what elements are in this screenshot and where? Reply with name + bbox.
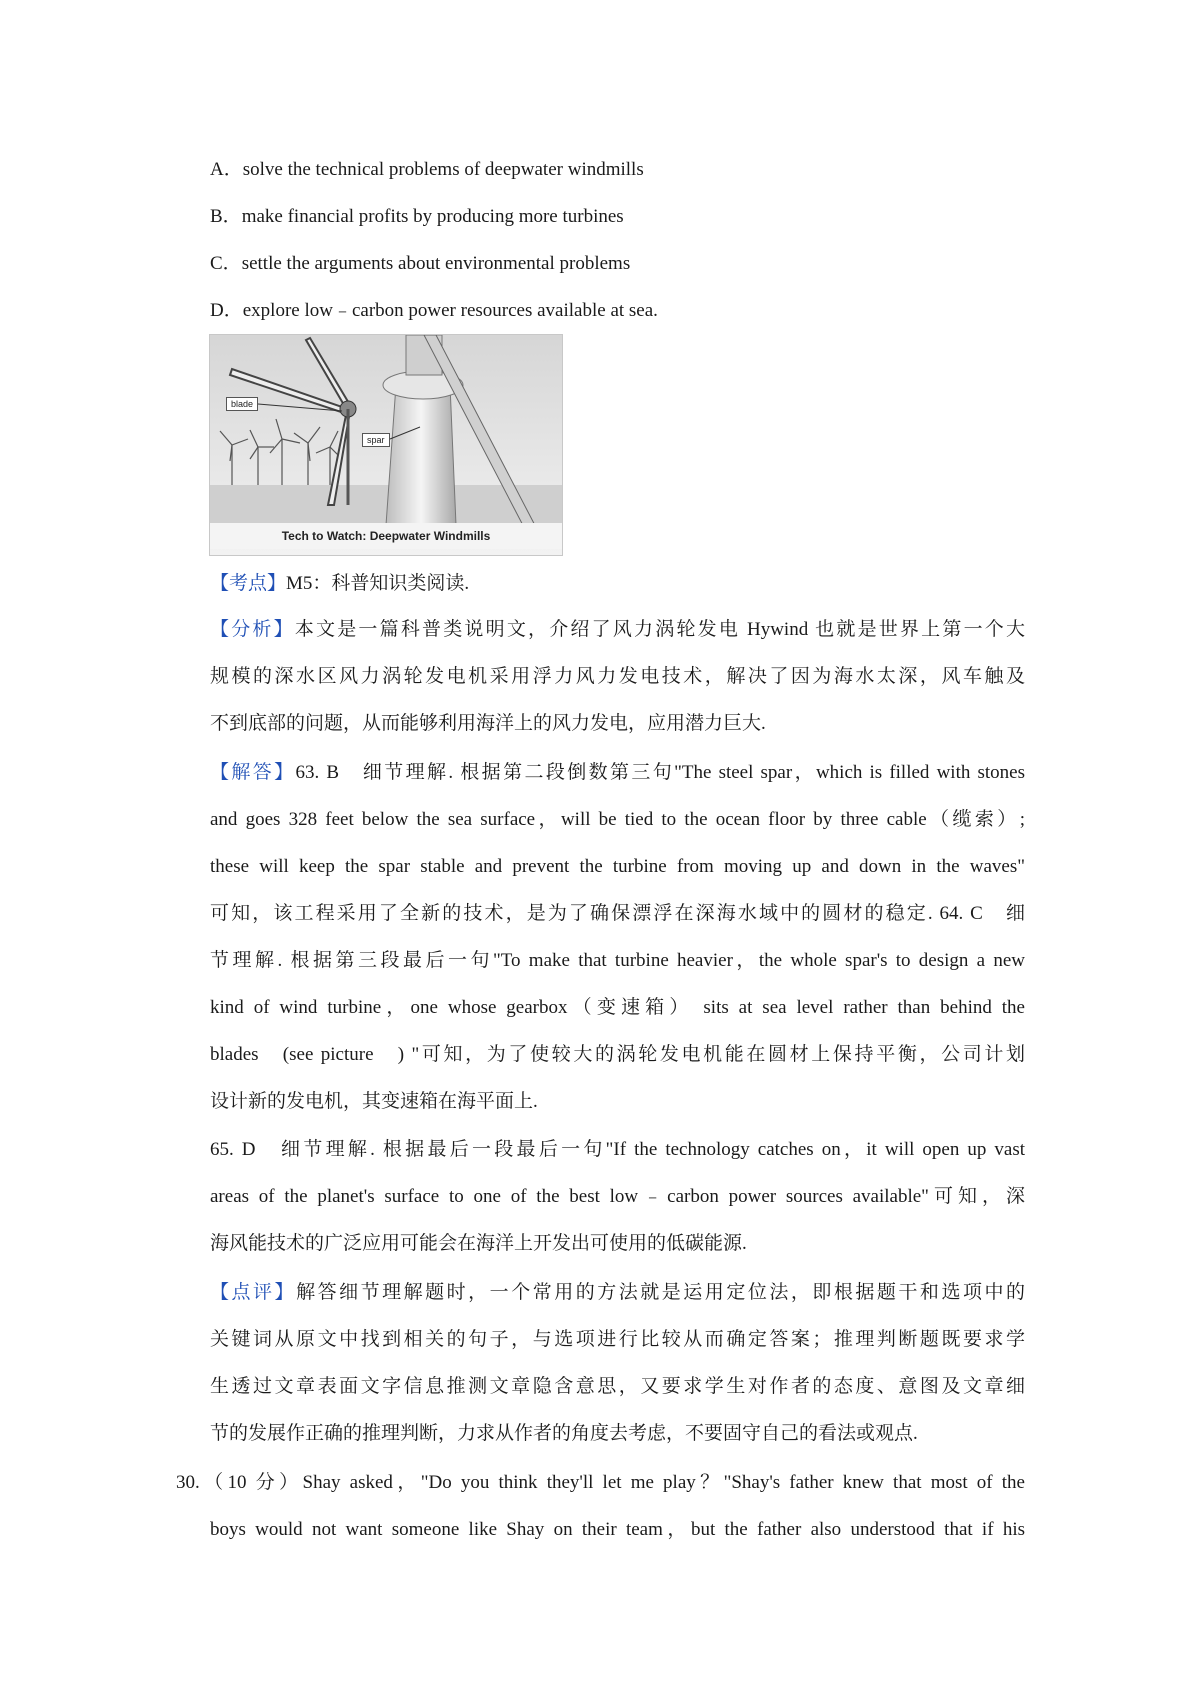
jieda-line: and goes 328 feet below the sea surface，will be tied to the ocean floor by three cable（缆索）; bbox=[210, 809, 1025, 830]
jieda-line: kind of wind turbine，one whose gearbox（变速箱） sits at sea level rather than behind the bbox=[210, 997, 1025, 1018]
option-text: explore low﹣carbon power resources available at sea. bbox=[242, 300, 658, 321]
option-d bbox=[210, 299, 658, 323]
kaodian-section bbox=[210, 572, 469, 596]
jieda-line: these will keep the spar stable and prevent the turbine from moving up and down in the waves" bbox=[210, 856, 1025, 877]
spar-label: spar bbox=[362, 433, 390, 447]
windmill-figure bbox=[209, 334, 563, 556]
option-letter: B． bbox=[210, 206, 242, 227]
blade-label: blade bbox=[226, 397, 258, 411]
dianping-tag: 【点评】 bbox=[210, 1282, 297, 1303]
jieda-line bbox=[210, 761, 1025, 785]
fenxi-tag: 【分析】 bbox=[210, 619, 295, 640]
question-30-line: 30.（10 分）Shay asked，"Do you think they'll let me play？"Shay's father knew that most of the bbox=[176, 1472, 1025, 1493]
fenxi-text: 本文是一篇科普类说明文，介绍了风力涡轮发电 Hywind 也就是世界上第一个大 bbox=[294, 619, 1025, 640]
fenxi-line bbox=[210, 618, 1025, 642]
fenxi-line: 不到底部的问题，从而能够利用海洋上的风力发电，应用潜力巨大. bbox=[210, 713, 766, 734]
jieda-line: areas of the planet's surface to one of the best low﹣carbon power sources available"可知，深 bbox=[210, 1186, 1025, 1207]
jieda-line: 设计新的发电机，其变速箱在海平面上. bbox=[210, 1091, 538, 1112]
jieda-tag: 【解答】 bbox=[210, 762, 296, 783]
dianping-line: 节的发展作正确的推理判断，力求从作者的角度去考虑，不要固守自己的看法或观点. bbox=[210, 1423, 918, 1444]
option-text: settle the arguments about environmental problems bbox=[241, 253, 631, 274]
option-letter: C． bbox=[210, 253, 242, 274]
dianping-line bbox=[210, 1281, 1025, 1305]
option-text: solve the technical problems of deepwater windmills bbox=[242, 159, 644, 180]
jieda-line: 可知，该工程采用了全新的技术，是为了确保漂浮在深海水域中的圆材的稳定. 64. C 细 bbox=[210, 903, 1025, 924]
option-a bbox=[210, 158, 644, 182]
jieda-line: 海风能技术的广泛应用可能会在海洋上开发出可使用的低碳能源. bbox=[210, 1233, 747, 1254]
dianping-line: 关键词从原文中找到相关的句子，与选项进行比较从而确定答案；推理判断题既要求学 bbox=[210, 1329, 1025, 1350]
option-text: make financial profits by producing more turbines bbox=[241, 206, 624, 227]
figure-caption: Tech to Watch: Deepwater Windmills bbox=[210, 523, 562, 549]
dianping-line: 生透过文章表面文字信息推测文章隐含意思，又要求学生对作者的态度、意图及文章细 bbox=[210, 1376, 1025, 1397]
option-b bbox=[210, 205, 624, 229]
option-c bbox=[210, 252, 630, 276]
dianping-text: 解答细节理解题时，一个常用的方法就是运用定位法，即根据题干和选项中的 bbox=[296, 1282, 1025, 1303]
question-30-line: boys would not want someone like Shay on their team，but the father also understood that if his bbox=[210, 1519, 1025, 1540]
kaodian-text: M5：科普知识类阅读. bbox=[286, 573, 470, 594]
jieda-line: 节理解. 根据第三段最后一句"To make that turbine heavier，the whole spar's to design a new bbox=[210, 950, 1025, 971]
option-letter: D． bbox=[210, 300, 243, 321]
kaodian-tag: 【考点】 bbox=[210, 573, 287, 594]
option-letter: A． bbox=[210, 159, 243, 180]
fenxi-line: 规模的深水区风力涡轮发电机采用浮力风力发电技术，解决了因为海水太深，风车触及 bbox=[210, 666, 1025, 687]
jieda-text: 63. B 细节理解. 根据第二段倒数第三句"The steel spar，which is filled with stones bbox=[295, 762, 1025, 783]
jieda-line: 65. D 细节理解. 根据最后一段最后一句"If the technology catches on，it will open up vast bbox=[210, 1139, 1025, 1160]
jieda-line: blades (see picture ) "可知，为了使较大的涡轮发电机能在圆材上保持平衡，公司计划 bbox=[210, 1044, 1025, 1065]
